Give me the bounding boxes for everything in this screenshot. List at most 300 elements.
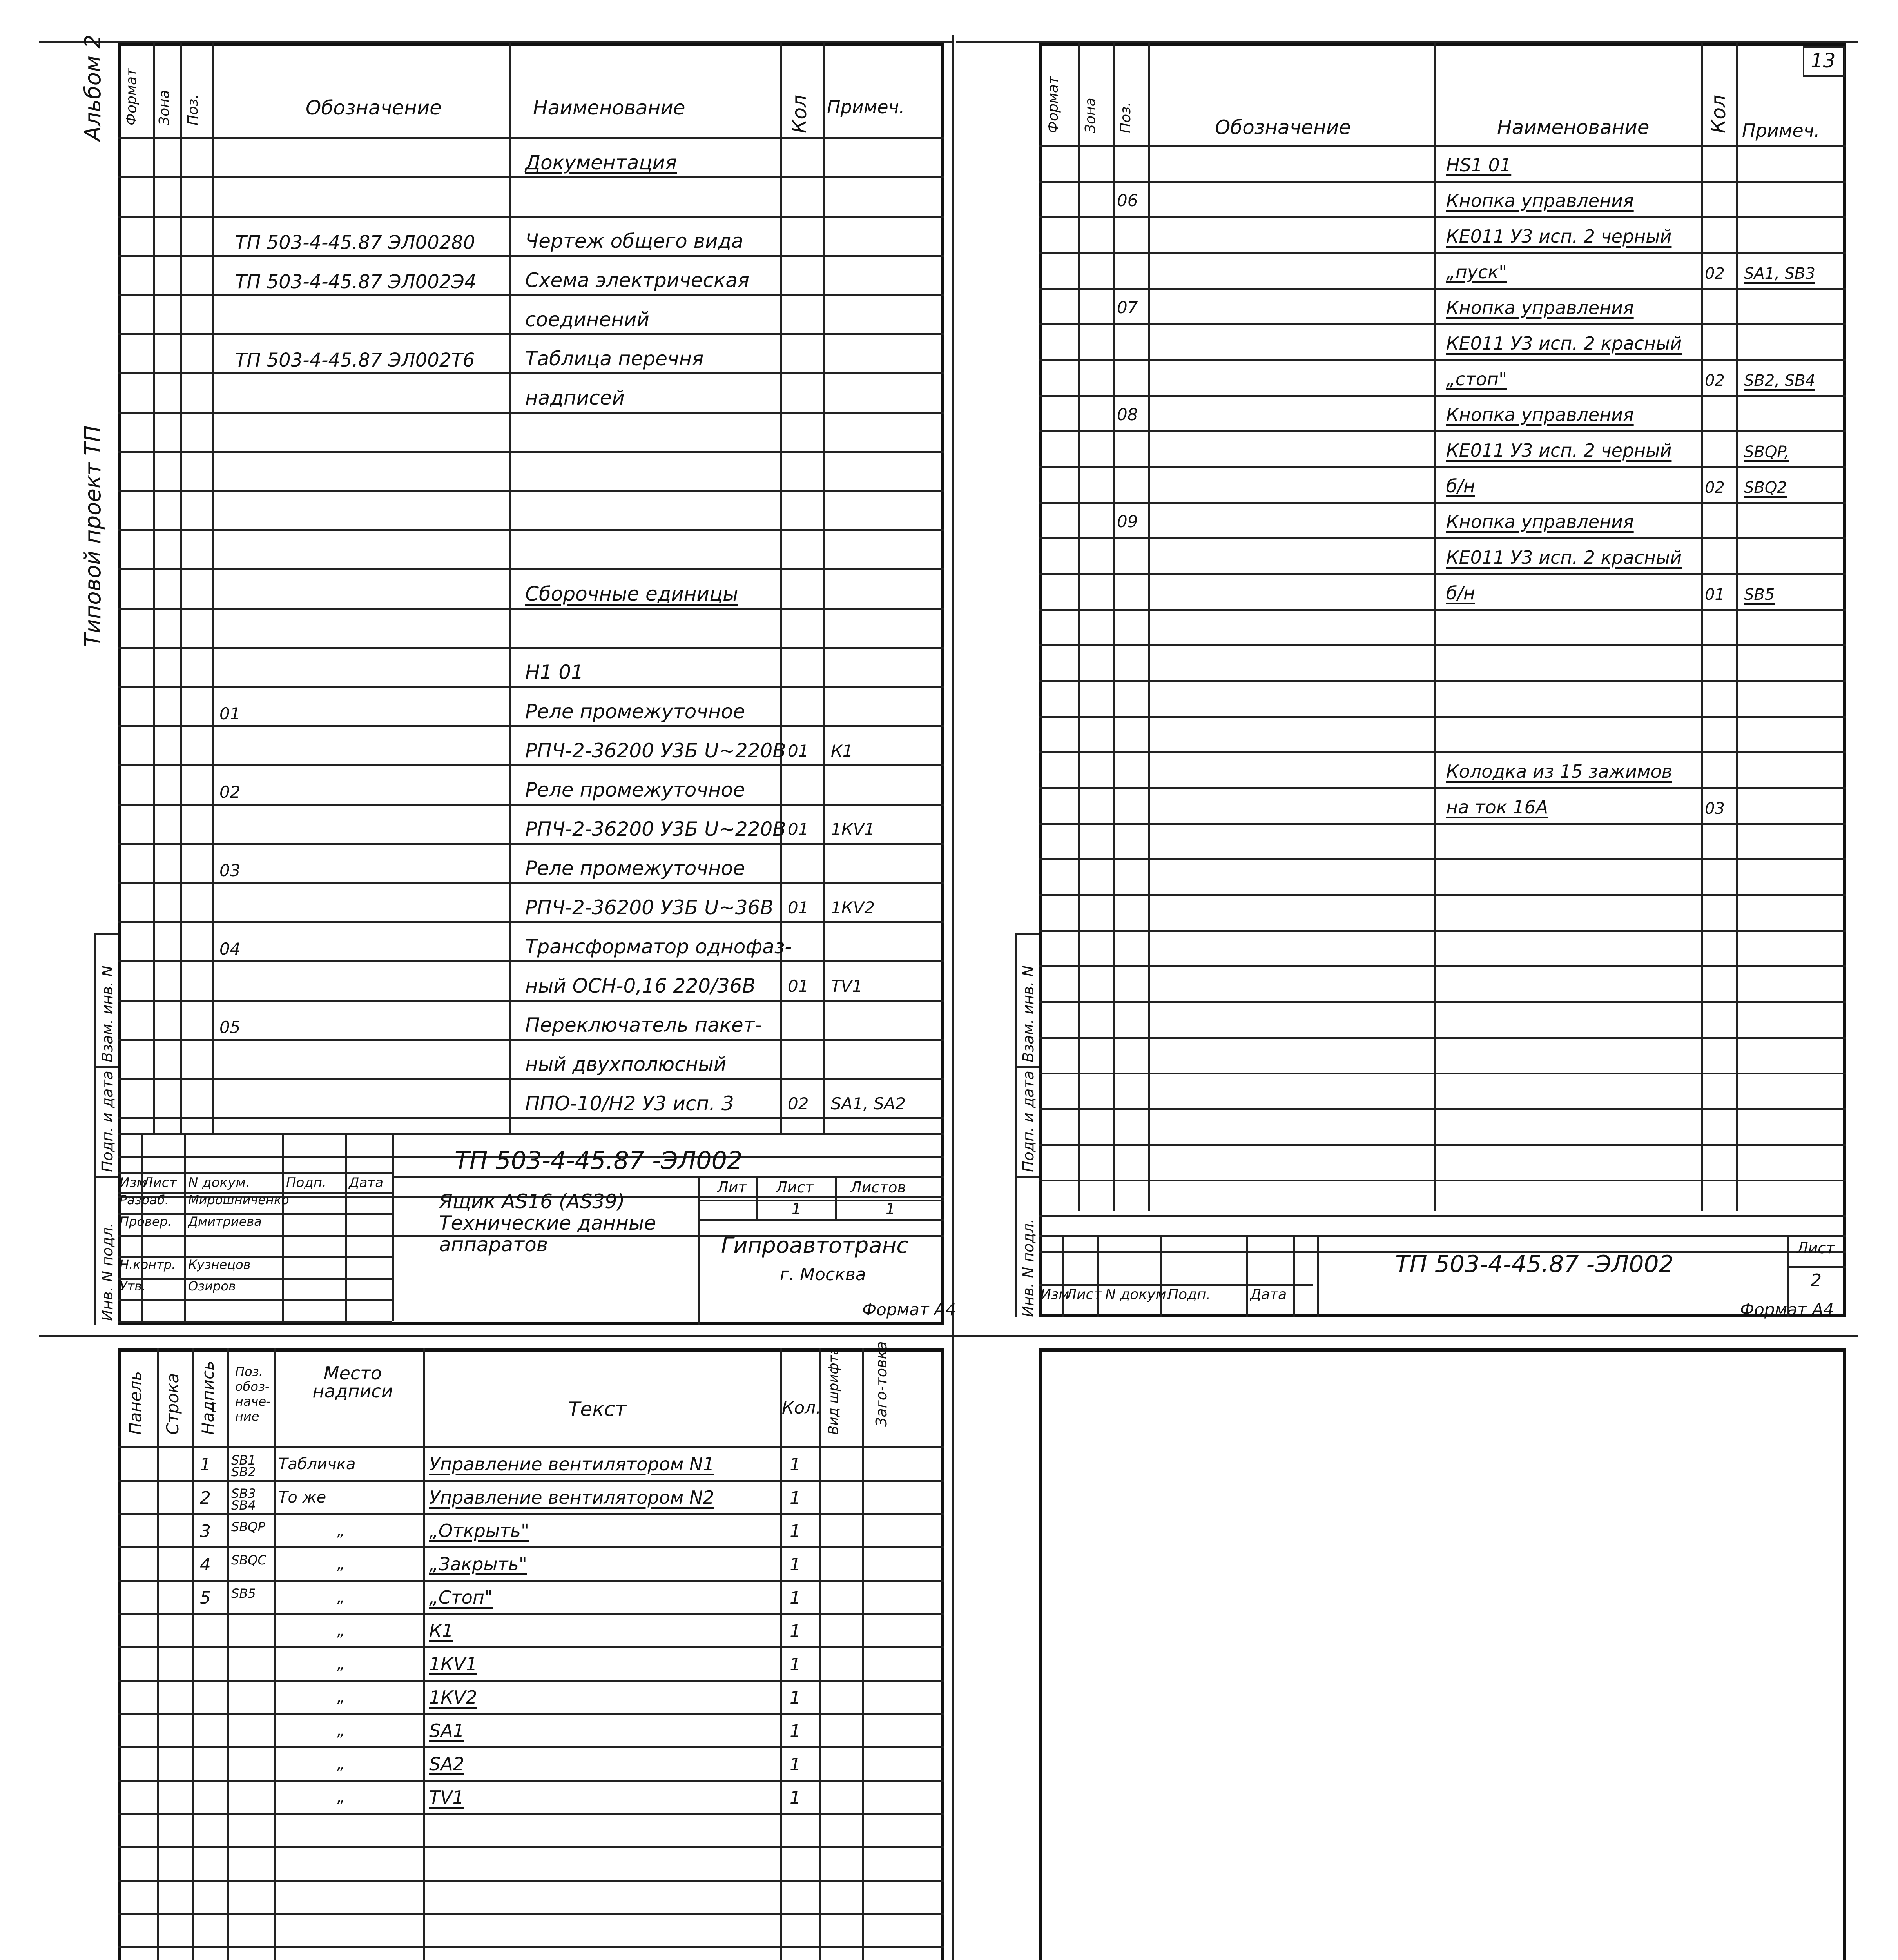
labels-row-qty: 1 (790, 1621, 801, 1641)
labels-row-line (118, 1513, 944, 1515)
labels-row-line (118, 1613, 944, 1615)
spec1-header-designation: Обозначение (306, 96, 442, 119)
side-strip-line (94, 933, 96, 1325)
labels-column-line (862, 1348, 864, 1960)
labels-row-qty: 1 (790, 1755, 801, 1775)
spec2-row-line (1039, 573, 1846, 575)
spec1-row-line (118, 333, 944, 335)
spec1-row-note: К1 (831, 741, 853, 760)
spec1-row-name: Реле промежуточное (525, 700, 745, 723)
spec1-column-line (180, 43, 182, 1133)
labels-header-panel: Панель (126, 1371, 145, 1435)
title-block-line (1097, 1235, 1099, 1317)
title-head-cell: Лист (1066, 1287, 1102, 1303)
trim-line (952, 35, 954, 1960)
spec1-row-line (118, 921, 944, 923)
trim-line (39, 1335, 1858, 1337)
spec1-column-line (212, 43, 214, 1133)
spec1-row-name: Трансформатор однофаз- (525, 935, 792, 958)
spec1-row-line (118, 294, 944, 296)
city: г. Москва (780, 1265, 866, 1285)
spec1-header-zone: Зона (156, 90, 172, 125)
spec2-row-name: б/н (1446, 475, 1475, 497)
labels-row-qty: 1 (790, 1455, 801, 1475)
labels-row-number: 2 (200, 1488, 211, 1508)
sheet-title-line: Ящик АЅ16 (АЅ39) (439, 1190, 625, 1213)
spec1-row-line (118, 216, 944, 218)
spec1-row-pos: 01 (219, 704, 241, 723)
spec2-row-line (1039, 609, 1846, 611)
spec1-row-line (118, 608, 944, 610)
spec1-row-line (118, 1117, 944, 1119)
labels-row-qty: 1 (790, 1721, 801, 1741)
labels-row-pos: SB5 (231, 1586, 256, 1601)
sheets-total: 1 (886, 1200, 896, 1218)
labels-row-line (118, 1913, 944, 1915)
spec1-row-line (118, 529, 944, 531)
labels-header-pos: Поз. обоз-наче-ние (235, 1364, 271, 1424)
spec1-row-pos: 04 (219, 939, 241, 958)
title-block-line (1293, 1235, 1295, 1317)
labels-row-text: „Открыть" (429, 1520, 529, 1541)
spec2-row-line (1039, 466, 1846, 468)
title-block-line (756, 1176, 758, 1219)
side-strip-line (1015, 1066, 1039, 1068)
labels-column-line (192, 1348, 194, 1960)
spec1-column-line (823, 43, 825, 1133)
spec1-row-line (118, 804, 944, 806)
spec1-row-qty: 01 (788, 741, 809, 760)
labels-row-line (118, 1680, 944, 1682)
side-strip-line (1015, 933, 1039, 935)
labels-row-line (118, 1580, 944, 1582)
spec1-row-name: Документация (525, 151, 677, 174)
spec1-row-line (118, 490, 944, 492)
spec2-header-zone: Зона (1082, 98, 1099, 133)
organization: Гипроавтотранс (721, 1233, 909, 1258)
spec1-row-designation: ТП 503-4-45.87 ЭЛ002Э4 (235, 271, 477, 293)
title-block-line (1160, 1235, 1162, 1317)
spec2-row-line (1039, 644, 1846, 646)
labels-header-blank: Заго-товка (873, 1341, 890, 1427)
labels-row-text: SA2 (429, 1753, 464, 1775)
spec2-row-name: КЕ011 У3 исп. 2 красный (1446, 547, 1682, 568)
labels-row-place: „ (337, 1788, 345, 1806)
spec2-row-name: КЕ011 У3 исп. 2 красный (1446, 333, 1682, 354)
spec2-column-line (1434, 43, 1436, 1211)
labels-row-text: Управление вентилятором N2 (429, 1487, 714, 1508)
title-block-line (1039, 1235, 1846, 1237)
project-label: Типовой проект ТП (80, 425, 106, 647)
title-block-line (118, 1133, 944, 1135)
spec1-row-line (118, 255, 944, 257)
labels-row-text: 1КV2 (429, 1687, 477, 1708)
labels-column-line (423, 1348, 425, 1960)
spec2-row-line (1039, 787, 1846, 789)
spec2-header-note: Примеч. (1742, 120, 1820, 141)
title-head-cell: N докум. (188, 1175, 250, 1191)
spec1-row-name: Переключатель пакет- (525, 1014, 762, 1036)
spec1-row-qty: 01 (788, 820, 809, 839)
spec1-row-name: ный двухполюсный (525, 1053, 727, 1076)
spec1-row-line (118, 882, 944, 884)
labels-row-qty: 1 (790, 1688, 801, 1708)
spec1-row-designation: ТП 503-4-45.87 ЭЛ002Т6 (235, 349, 475, 371)
document-code: ТП 503-4-45.87 -ЭЛ002 (1395, 1250, 1674, 1278)
labels-row-number: 3 (200, 1521, 211, 1541)
spec1-row-designation: ТП 503-4-45.87 ЭЛ00280 (235, 232, 475, 254)
sheet-frame-bottom-right (1039, 1348, 1846, 1960)
title-head-cell: Дата (1250, 1287, 1287, 1303)
spec1-row-note: SA1, SA2 (831, 1094, 906, 1113)
labels-row-qty: 1 (790, 1655, 801, 1675)
spec1-header-pos: Поз. (185, 94, 201, 125)
side-label-sign: Подп. и дата (99, 1071, 116, 1172)
spec2-row-qty: 01 (1705, 586, 1725, 604)
spec1-row-name: Н1 01 (525, 661, 584, 684)
title-block-line (118, 1299, 392, 1301)
spec2-row-name: „стоп" (1446, 368, 1507, 390)
side-label-replace: Взам. инв. N (1020, 965, 1037, 1062)
labels-row-line (118, 1480, 944, 1482)
spec1-row-line (118, 686, 944, 688)
sheet-number: 1 (792, 1200, 801, 1218)
spec1-row-line (118, 960, 944, 962)
spec2-column-line (1736, 43, 1738, 1211)
spec1-header-note: Примеч. (827, 96, 905, 118)
format-label: Формат А4 (862, 1300, 956, 1319)
side-strip-line (1015, 933, 1017, 1317)
labels-header-inscription: Надпись (198, 1361, 218, 1435)
stage-head: Листов (850, 1179, 906, 1196)
sheet-title-line: Технические данные (439, 1212, 656, 1234)
spec2-header-designation: Обозначение (1215, 116, 1351, 139)
side-strip-line (94, 1176, 118, 1178)
title-block-line (698, 1200, 944, 1201)
role-name: Озиров (188, 1279, 236, 1294)
spec1-row-line (118, 647, 944, 649)
spec1-row-qty: 02 (788, 1094, 809, 1113)
labels-row-text: SA1 (429, 1720, 464, 1741)
spec2-row-note: SBQP, (1744, 443, 1789, 461)
spec1-header-line (118, 137, 944, 139)
trim-line (956, 41, 1858, 43)
role-label: Разраб. (120, 1192, 169, 1207)
title-block-line (1246, 1235, 1248, 1317)
format-label: Формат А4 (1740, 1300, 1834, 1319)
spec1-row-line (118, 568, 944, 570)
spec2-row-qty: 02 (1705, 479, 1725, 497)
spec2-row-name: Колодка из 15 зажимов (1446, 761, 1672, 782)
spec2-row-name: КЕ011 У3 исп. 2 черный (1446, 226, 1672, 247)
spec1-row-line (118, 372, 944, 374)
labels-row-place: „ (337, 1755, 345, 1773)
labels-header-line-no: Строка (163, 1373, 182, 1435)
title-block-line (1062, 1235, 1064, 1317)
spec1-row-name: ППО-10/Н2 У3 исп. 3 (525, 1092, 734, 1115)
labels-header-place: Место надписи (312, 1363, 393, 1402)
sheet-number: 2 (1811, 1270, 1822, 1290)
spec2-column-line (1701, 43, 1703, 1211)
spec2-row-note: SA1, SB3 (1744, 265, 1815, 283)
labels-row-place: „ (337, 1622, 345, 1640)
title-block-line (698, 1176, 700, 1325)
role-label: Н.контр. (120, 1257, 176, 1272)
trim-line (39, 41, 952, 43)
side-label-inv: Инв. N подл. (99, 1222, 116, 1321)
labels-row-qty: 1 (790, 1788, 801, 1808)
labels-row-number: 1 (200, 1455, 211, 1475)
spec2-row-line (1039, 894, 1846, 896)
spec2-row-line (1039, 216, 1846, 218)
role-name: Кузнецов (188, 1257, 251, 1272)
title-block-line (345, 1133, 347, 1321)
spec1-row-name: ный ОСН-0,16 220/36В (525, 975, 756, 997)
labels-header-text: Текст (568, 1398, 627, 1421)
labels-row-place: „ (337, 1588, 345, 1606)
spec2-row-name: б/н (1446, 583, 1475, 604)
title-block-line (392, 1176, 944, 1178)
labels-row-place: Табличка (278, 1455, 356, 1473)
spec1-row-name: РПЧ-2-36200 У3Б U~220В (525, 739, 786, 762)
role-name: Мирошниченко (188, 1192, 289, 1207)
spec2-row-line (1039, 252, 1846, 254)
labels-row-line (118, 1846, 944, 1848)
side-strip-line (1015, 1176, 1039, 1178)
spec2-row-line (1039, 1108, 1846, 1110)
title-block-line (118, 1321, 392, 1323)
labels-column-line (780, 1348, 782, 1960)
labels-row-place: То же (278, 1488, 326, 1506)
stage-head: Лист (776, 1179, 814, 1196)
labels-row-qty: 1 (790, 1555, 801, 1575)
spec1-row-name: РПЧ-2-36200 У3Б U~220В (525, 818, 786, 840)
spec2-row-qty: 02 (1705, 265, 1725, 283)
spec1-row-name: Реле промежуточное (525, 779, 745, 801)
spec2-row-pos: 09 (1117, 512, 1138, 531)
title-head-cell: Подп. (1168, 1287, 1211, 1303)
spec2-row-note: SB2, SB4 (1744, 372, 1815, 390)
spec2-row-name: КЕ011 У3 исп. 2 черный (1446, 440, 1672, 461)
labels-row-text: „Закрыть" (429, 1553, 527, 1575)
spec1-row-line (118, 843, 944, 845)
spec1-column-line (153, 43, 155, 1133)
spec1-row-name: Сборочные единицы (525, 583, 738, 605)
spec2-header-name: Наименование (1497, 116, 1650, 139)
spec1-row-line (118, 176, 944, 178)
document-code: ТП 503-4-45.87 -ЭЛ002 (455, 1146, 743, 1175)
title-block-line (282, 1133, 284, 1321)
side-strip-line (94, 1066, 118, 1068)
labels-column-line (157, 1348, 159, 1960)
title-block-line (184, 1133, 186, 1321)
labels-row-line (118, 1946, 944, 1948)
spec1-row-name: надписей (525, 387, 625, 409)
spec2-row-line (1039, 430, 1846, 432)
spec1-header-format: Формат (123, 68, 140, 125)
labels-row-line (118, 1646, 944, 1648)
title-head-cell: Дата (349, 1175, 384, 1191)
spec2-column-line (1148, 43, 1150, 1211)
labels-row-line (118, 1813, 944, 1815)
title-head-cell: Лист (143, 1175, 177, 1191)
labels-row-text: ТV1 (429, 1787, 464, 1808)
labels-column-line (819, 1348, 821, 1960)
labels-row-place: „ (337, 1555, 345, 1573)
spec1-header-qty: Кол (788, 94, 811, 133)
spec1-row-line (118, 725, 944, 727)
spec1-row-pos: 05 (219, 1018, 241, 1037)
labels-row-line (118, 1546, 944, 1548)
labels-row-number: 5 (200, 1588, 211, 1608)
spec2-row-name: Кнопка управления (1446, 297, 1634, 318)
labels-header-font: Вид шрифта (826, 1347, 841, 1435)
spec2-row-line (1039, 930, 1846, 932)
spec2-header-format: Формат (1045, 76, 1061, 133)
labels-row-text: К1 (429, 1620, 453, 1641)
labels-row-line (118, 1746, 944, 1748)
spec2-row-line (1039, 716, 1846, 718)
labels-row-qty: 1 (790, 1521, 801, 1541)
spec1-row-note: ТV1 (831, 976, 863, 996)
spec1-row-name: РПЧ-2-36200 У3Б U~36В (525, 896, 774, 919)
labels-row-place: „ (337, 1522, 345, 1540)
role-name: Дмитриева (188, 1214, 262, 1229)
spec1-row-line (118, 412, 944, 414)
title-block-line (1317, 1235, 1319, 1317)
labels-row-text: 1КV1 (429, 1653, 477, 1675)
title-head-cell: Изм (120, 1175, 147, 1191)
labels-row-line (118, 1713, 944, 1715)
labels-row-text: „Стоп" (429, 1587, 493, 1608)
role-label: Провер. (120, 1214, 172, 1229)
labels-row-pos: SB1 SB2 (231, 1453, 256, 1479)
side-label-inv: Инв. N подл. (1020, 1218, 1037, 1317)
spec1-row-name: Реле промежуточное (525, 857, 745, 880)
side-label-replace: Взам. инв. N (99, 965, 116, 1062)
labels-row-qty: 1 (790, 1488, 801, 1508)
spec2-row-name: Кнопка управления (1446, 404, 1634, 425)
title-block-line (118, 1235, 392, 1237)
album-label: Альбом 2 (80, 34, 106, 141)
spec2-row-note: SB5 (1744, 586, 1775, 604)
spec2-row-line (1039, 858, 1846, 860)
labels-column-line (227, 1348, 229, 1960)
spec2-row-line (1039, 751, 1846, 753)
spec1-row-name: Чертеж общего вида (525, 230, 743, 252)
labels-row-place: „ (337, 1655, 345, 1673)
labels-row-pos: SBQP (231, 1519, 265, 1534)
title-block-line (392, 1133, 394, 1321)
spec1-row-line (118, 1078, 944, 1080)
spec1-row-pos: 02 (219, 782, 241, 802)
spec2-row-line (1039, 1001, 1846, 1003)
spec2-row-line (1039, 288, 1846, 290)
spec2-row-line (1039, 181, 1846, 183)
spec2-row-line (1039, 965, 1846, 967)
spec2-row-line (1039, 323, 1846, 325)
spec2-row-line (1039, 1180, 1846, 1181)
labels-row-number: 4 (200, 1555, 211, 1575)
spec1-row-pos: 03 (219, 861, 241, 880)
spec1-row-line (118, 1039, 944, 1041)
labels-row-pos: SBQC (231, 1553, 266, 1568)
spec2-row-pos: 08 (1117, 405, 1138, 424)
spec2-row-line (1039, 680, 1846, 682)
spec1-row-line (118, 764, 944, 766)
spec1-row-note: 1КV1 (831, 820, 875, 839)
labels-row-place: „ (337, 1688, 345, 1706)
spec2-header-qty: Кол (1707, 94, 1730, 133)
role-label: Утв. (120, 1279, 146, 1294)
spec2-row-line (1039, 1073, 1846, 1074)
spec2-row-qty: 02 (1705, 372, 1725, 390)
title-head-cell: Подп. (286, 1175, 326, 1191)
spec2-row-line (1039, 1215, 1846, 1217)
labels-column-line (274, 1348, 276, 1960)
sheet-title-line: аппаратов (439, 1233, 548, 1256)
spec2-row-line (1039, 537, 1846, 539)
spec2-row-name: на ток 16А (1446, 797, 1548, 818)
spec2-column-line (1113, 43, 1115, 1211)
spec2-row-line (1039, 502, 1846, 504)
spec2-row-note: SBQ2 (1744, 479, 1787, 497)
title-head-cell: Изм (1041, 1287, 1070, 1303)
spec1-row-name: Таблица перечня (525, 347, 704, 370)
spec2-row-name: Кнопка управления (1446, 190, 1634, 211)
labels-row-place: „ (337, 1722, 345, 1740)
title-block-line (118, 1278, 392, 1280)
spec1-row-name: Схема электрическая (525, 269, 749, 292)
labels-header-line (118, 1446, 944, 1448)
side-label-sign: Подп. и дата (1020, 1071, 1037, 1172)
spec1-column-line (780, 43, 782, 1133)
spec2-row-line (1039, 823, 1846, 825)
spec1-row-line (118, 1000, 944, 1002)
spec2-row-name: „пуск" (1446, 261, 1507, 283)
labels-row-line (118, 1880, 944, 1882)
spec2-row-name: Кнопка управления (1446, 511, 1634, 532)
stage-head: Лит (717, 1179, 747, 1196)
title-block-line (835, 1176, 837, 1219)
spec2-row-line (1039, 1037, 1846, 1039)
spec2-row-pos: 06 (1117, 191, 1138, 210)
spec1-header-name: Наименование (533, 96, 685, 119)
title-head-cell: N докум. (1105, 1287, 1171, 1303)
spec2-row-line (1039, 1144, 1846, 1146)
labels-row-line (118, 1780, 944, 1782)
spec1-column-line (509, 43, 511, 1133)
title-block-line (118, 1172, 392, 1174)
spec1-row-qty: 01 (788, 898, 809, 917)
spec1-row-name: соединений (525, 308, 650, 331)
page-number: 13 (1811, 49, 1836, 72)
spec1-row-qty: 01 (788, 976, 809, 996)
side-strip-line (94, 933, 118, 935)
spec2-header-line (1039, 145, 1846, 147)
spec2-header-pos: Поз. (1118, 102, 1134, 133)
labels-row-text: Управление вентилятором N1 (429, 1454, 714, 1475)
title-block-line (1787, 1266, 1846, 1268)
spec2-row-pos: 07 (1117, 298, 1138, 317)
spec1-row-note: 1КV2 (831, 898, 875, 917)
sheet-label: Лист (1797, 1240, 1835, 1257)
labels-row-qty: 1 (790, 1588, 801, 1608)
spec2-row-qty: 03 (1705, 800, 1725, 818)
labels-header-qty: Кол. (782, 1398, 821, 1418)
title-block-line (698, 1219, 944, 1221)
spec2-row-line (1039, 359, 1846, 361)
